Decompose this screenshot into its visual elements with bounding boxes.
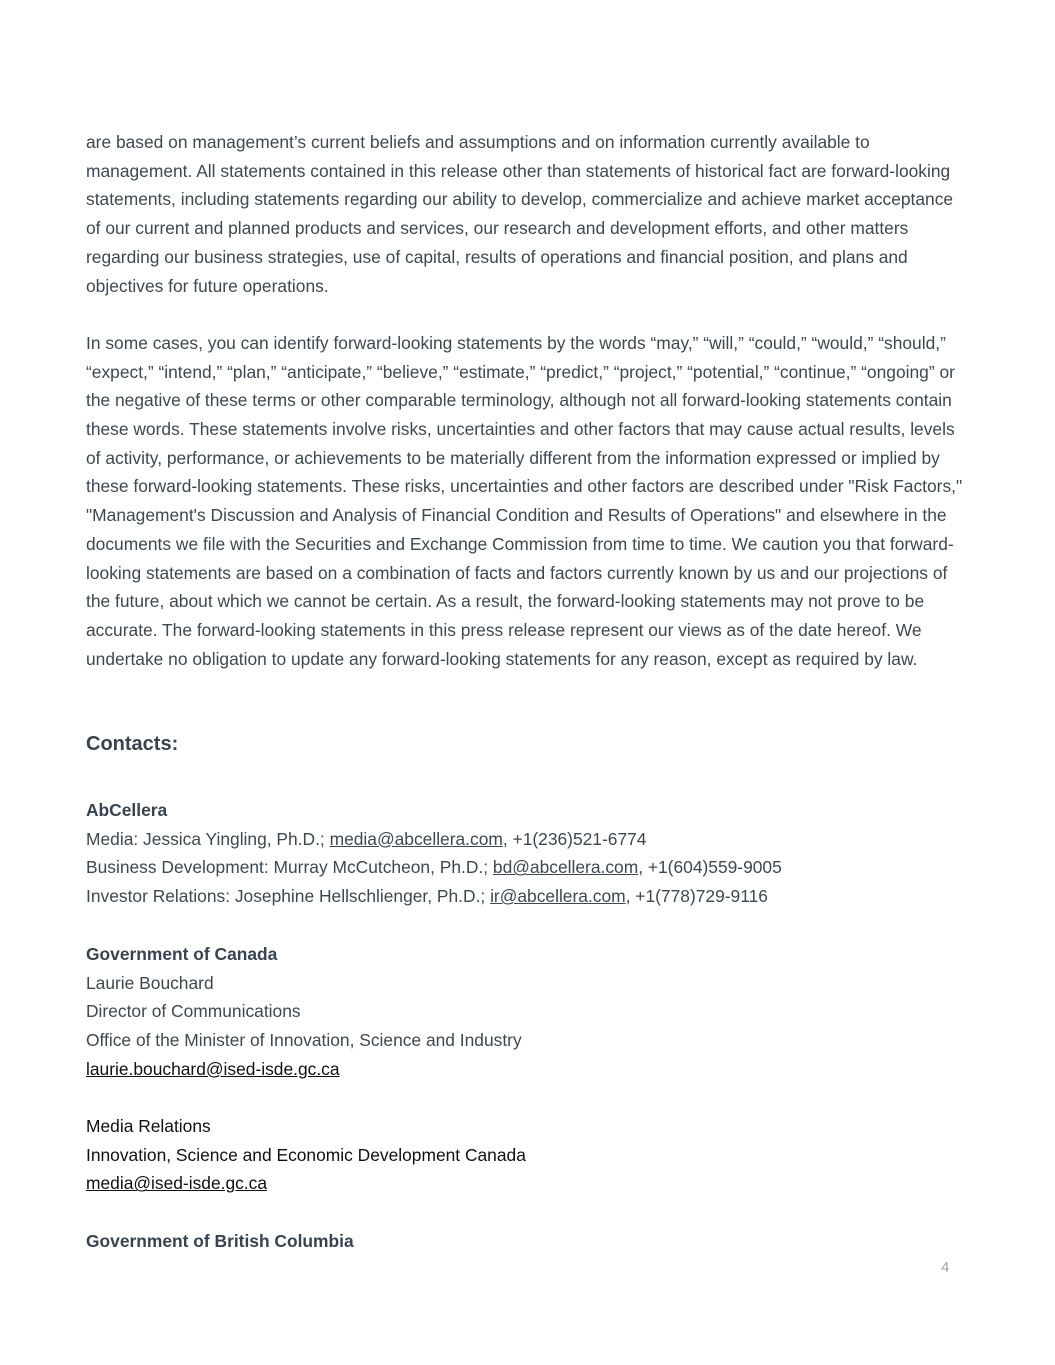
- media-relations-dept: Innovation, Science and Economic Development Canada: [86, 1144, 526, 1165]
- ir-email-link[interactable]: ir@abcellera.com: [490, 886, 626, 907]
- document-body: [86, 128, 966, 673]
- bd-contact-line: [86, 853, 782, 882]
- abcellera-org-name: AbCellera: [86, 800, 168, 820]
- bd-email-link[interactable]: bd@abcellera.com: [492, 857, 639, 878]
- ir-contact-prefix: Investor Relations: Josephine Hellschlienger, Ph.D.;: [86, 886, 491, 907]
- government-of-canada-contacts: [86, 940, 522, 1084]
- bd-contact-phone: , +1(604)559-9005: [638, 857, 782, 878]
- canada-contact-title: Director of Communications: [86, 1001, 301, 1022]
- ir-contact-phone: , +1(778)729-9116: [625, 886, 768, 907]
- media-contact-line: [86, 825, 782, 854]
- media-contact-prefix: Media: Jessica Yingling, Ph.D.;: [86, 828, 330, 849]
- media-email-link[interactable]: media@abcellera.com: [329, 828, 503, 849]
- media-relations-name: Media Relations: [86, 1116, 211, 1136]
- bc-org-name: Government of British Columbia: [86, 1231, 354, 1251]
- contacts-heading: Contacts:: [86, 733, 179, 755]
- canada-contact-office: Office of the Minister of Innovation, Science and Industry: [86, 1030, 522, 1051]
- bd-contact-prefix: Business Development: Murray McCutcheon, Ph.D.;: [86, 857, 493, 878]
- government-of-bc-contacts: [86, 1227, 354, 1256]
- page-number: 4: [941, 1259, 950, 1276]
- forward-looking-paragraph-1: are based on management’s current beliefs and assumptions and on information currently available to management. All statements contained in this release other than statements of historical fact are forward-looking statements, including statements regarding our ability to develop, commercialize and achieve market acceptance of our current and planned products and services, our research and development efforts, and other matters regarding our business strategies, use of capital, results of operations and financial position, and plans and objectives for future operations.: [86, 132, 954, 296]
- forward-looking-paragraph-2: In some cases, you can identify forward-looking statements by the words “may,” “will,” “could,” “would,” “should,” “expect,” “intend,” “plan,” “anticipate,” “believe,” “estimate,” “predict,” “project,” “potential,” “continue,” “ongoing” or the negative of these terms or other comparable terminology, although not all forward-looking statements contain these words. These statements involve risks, uncertainties and other factors that may cause actual results, levels of activity, performance, or achievements to be materially different from the information expressed or implied by these forward-looking statements. These risks, uncertainties and other factors are described under "Risk Factors," "Management's Discussion and Analysis of Financial Condition and Results of Operations" and elsewhere in the documents we file with the Securities and Exchange Commission from time to time. We caution you that forward-looking statements are based on a combination of facts and factors currently known by us and our projections of the future, about which we cannot be certain. As a result, the forward-looking statements may not prove to be accurate. The forward-looking statements in this press release represent our views as of the date hereof. We undertake no obligation to update any forward-looking statements for any reason, except as required by law.: [86, 332, 963, 669]
- media-relations-email-link[interactable]: media@ised-isde.gc.ca: [86, 1173, 268, 1194]
- canada-contact-name: Laurie Bouchard: [86, 972, 214, 993]
- canada-org-name: Government of Canada: [86, 944, 278, 964]
- canada-email-link[interactable]: laurie.bouchard@ised-isde.gc.ca: [86, 1058, 340, 1079]
- ir-contact-line: [86, 882, 782, 911]
- media-contact-phone: , +1(236)521-6774: [502, 828, 647, 849]
- abcellera-contacts: [86, 796, 782, 911]
- media-relations-contacts: [86, 1112, 526, 1198]
